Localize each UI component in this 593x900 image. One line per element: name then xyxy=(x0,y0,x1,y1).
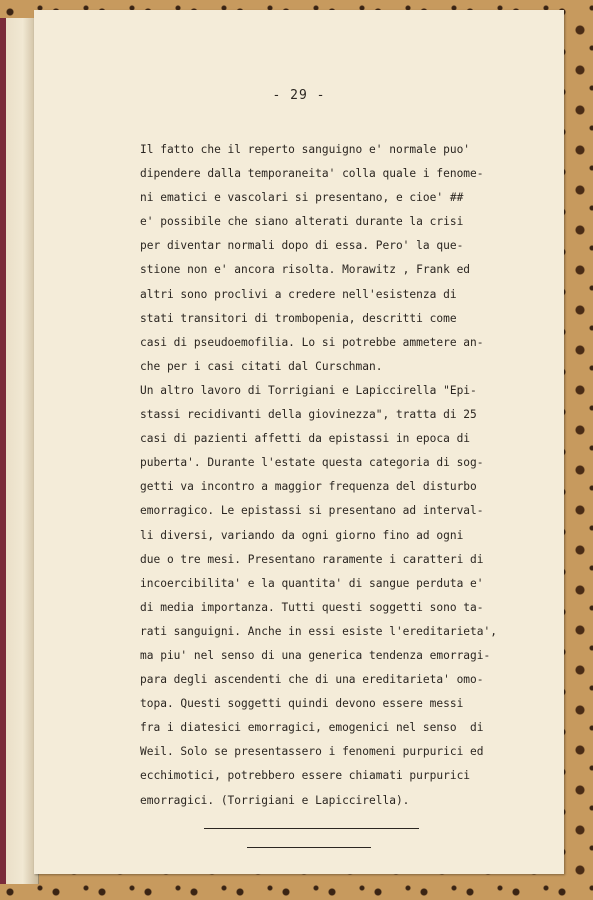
text-line: casi di pazienti affetti da epistassi in epoca di xyxy=(140,432,471,446)
text-line: stione non e' ancora risolta. Morawitz , Frank ed xyxy=(140,263,471,277)
typewritten-page xyxy=(34,10,564,874)
text-line: ni ematici e vascolari si presentano, e cioe' ## xyxy=(140,191,464,205)
body-text xyxy=(140,138,550,813)
text-line: para degli ascendenti che di una ereditarieta' omo- xyxy=(140,673,484,687)
text-line: stati transitori di trombopenia, descritti come xyxy=(140,311,457,325)
text-line: topa. Questi soggetti quindi devono essere messi xyxy=(140,697,464,711)
text-line: altri sono proclivi a credere nell'esistenza di xyxy=(140,287,457,301)
text-line: per diventar normali dopo di essa. Pero' la que- xyxy=(140,239,464,253)
text-line: Weil. Solo se presentassero i fenomeni purpurici ed xyxy=(140,745,484,759)
binding-edge xyxy=(0,18,6,884)
text-line: che per i casi citati dal Curschman. xyxy=(140,359,383,373)
text-line: puberta'. Durante l'estate questa categoria di sog- xyxy=(140,456,484,470)
text-line: due o tre mesi. Presentano raramente i caratteri di xyxy=(140,552,484,566)
page-number: - 29 - xyxy=(272,88,326,103)
text-line: dipendere dalla temporaneita' colla quale i fenome- xyxy=(140,167,484,181)
text-line: e' possibile che siano alterati durante la crisi xyxy=(140,215,464,229)
text-line: emorragici. (Torrigiani e Lapiccirella). xyxy=(140,793,410,807)
divider-rule-long xyxy=(204,828,419,829)
text-line: li diversi, variando da ogni giorno fino ad ogni xyxy=(140,528,464,542)
text-line: rati sanguigni. Anche in essi esiste l'ereditarieta', xyxy=(140,624,497,638)
text-line: Un altro lavoro di Torrigiani e Lapiccirella "Epi- xyxy=(140,383,477,397)
text-line: getti va incontro a maggior frequenza del disturbo xyxy=(140,480,477,494)
text-line: Il fatto che il reperto sanguigno e' normale puo' xyxy=(140,143,471,156)
text-line: incoercibilita' e la quantita' di sangue perduta e' xyxy=(140,576,484,590)
text-line: di media importanza. Tutti questi soggetti sono ta- xyxy=(140,600,484,614)
text-line: fra i diatesici emorragici, emogenici nel senso di xyxy=(140,721,484,735)
text-line: ma piu' nel senso di una generica tendenza emorragi- xyxy=(140,648,491,662)
text-line: stassi recidivanti della giovinezza", tratta di 25 xyxy=(140,408,477,422)
divider-rule-short xyxy=(247,847,371,848)
text-line: ecchimotici, potrebbero essere chiamati purpurici xyxy=(140,769,471,783)
text-line: emorragico. Le epistassi si presentano ad interval- xyxy=(140,504,484,518)
text-line: casi di pseudoemofilia. Lo si potrebbe ammetere an- xyxy=(140,335,484,349)
